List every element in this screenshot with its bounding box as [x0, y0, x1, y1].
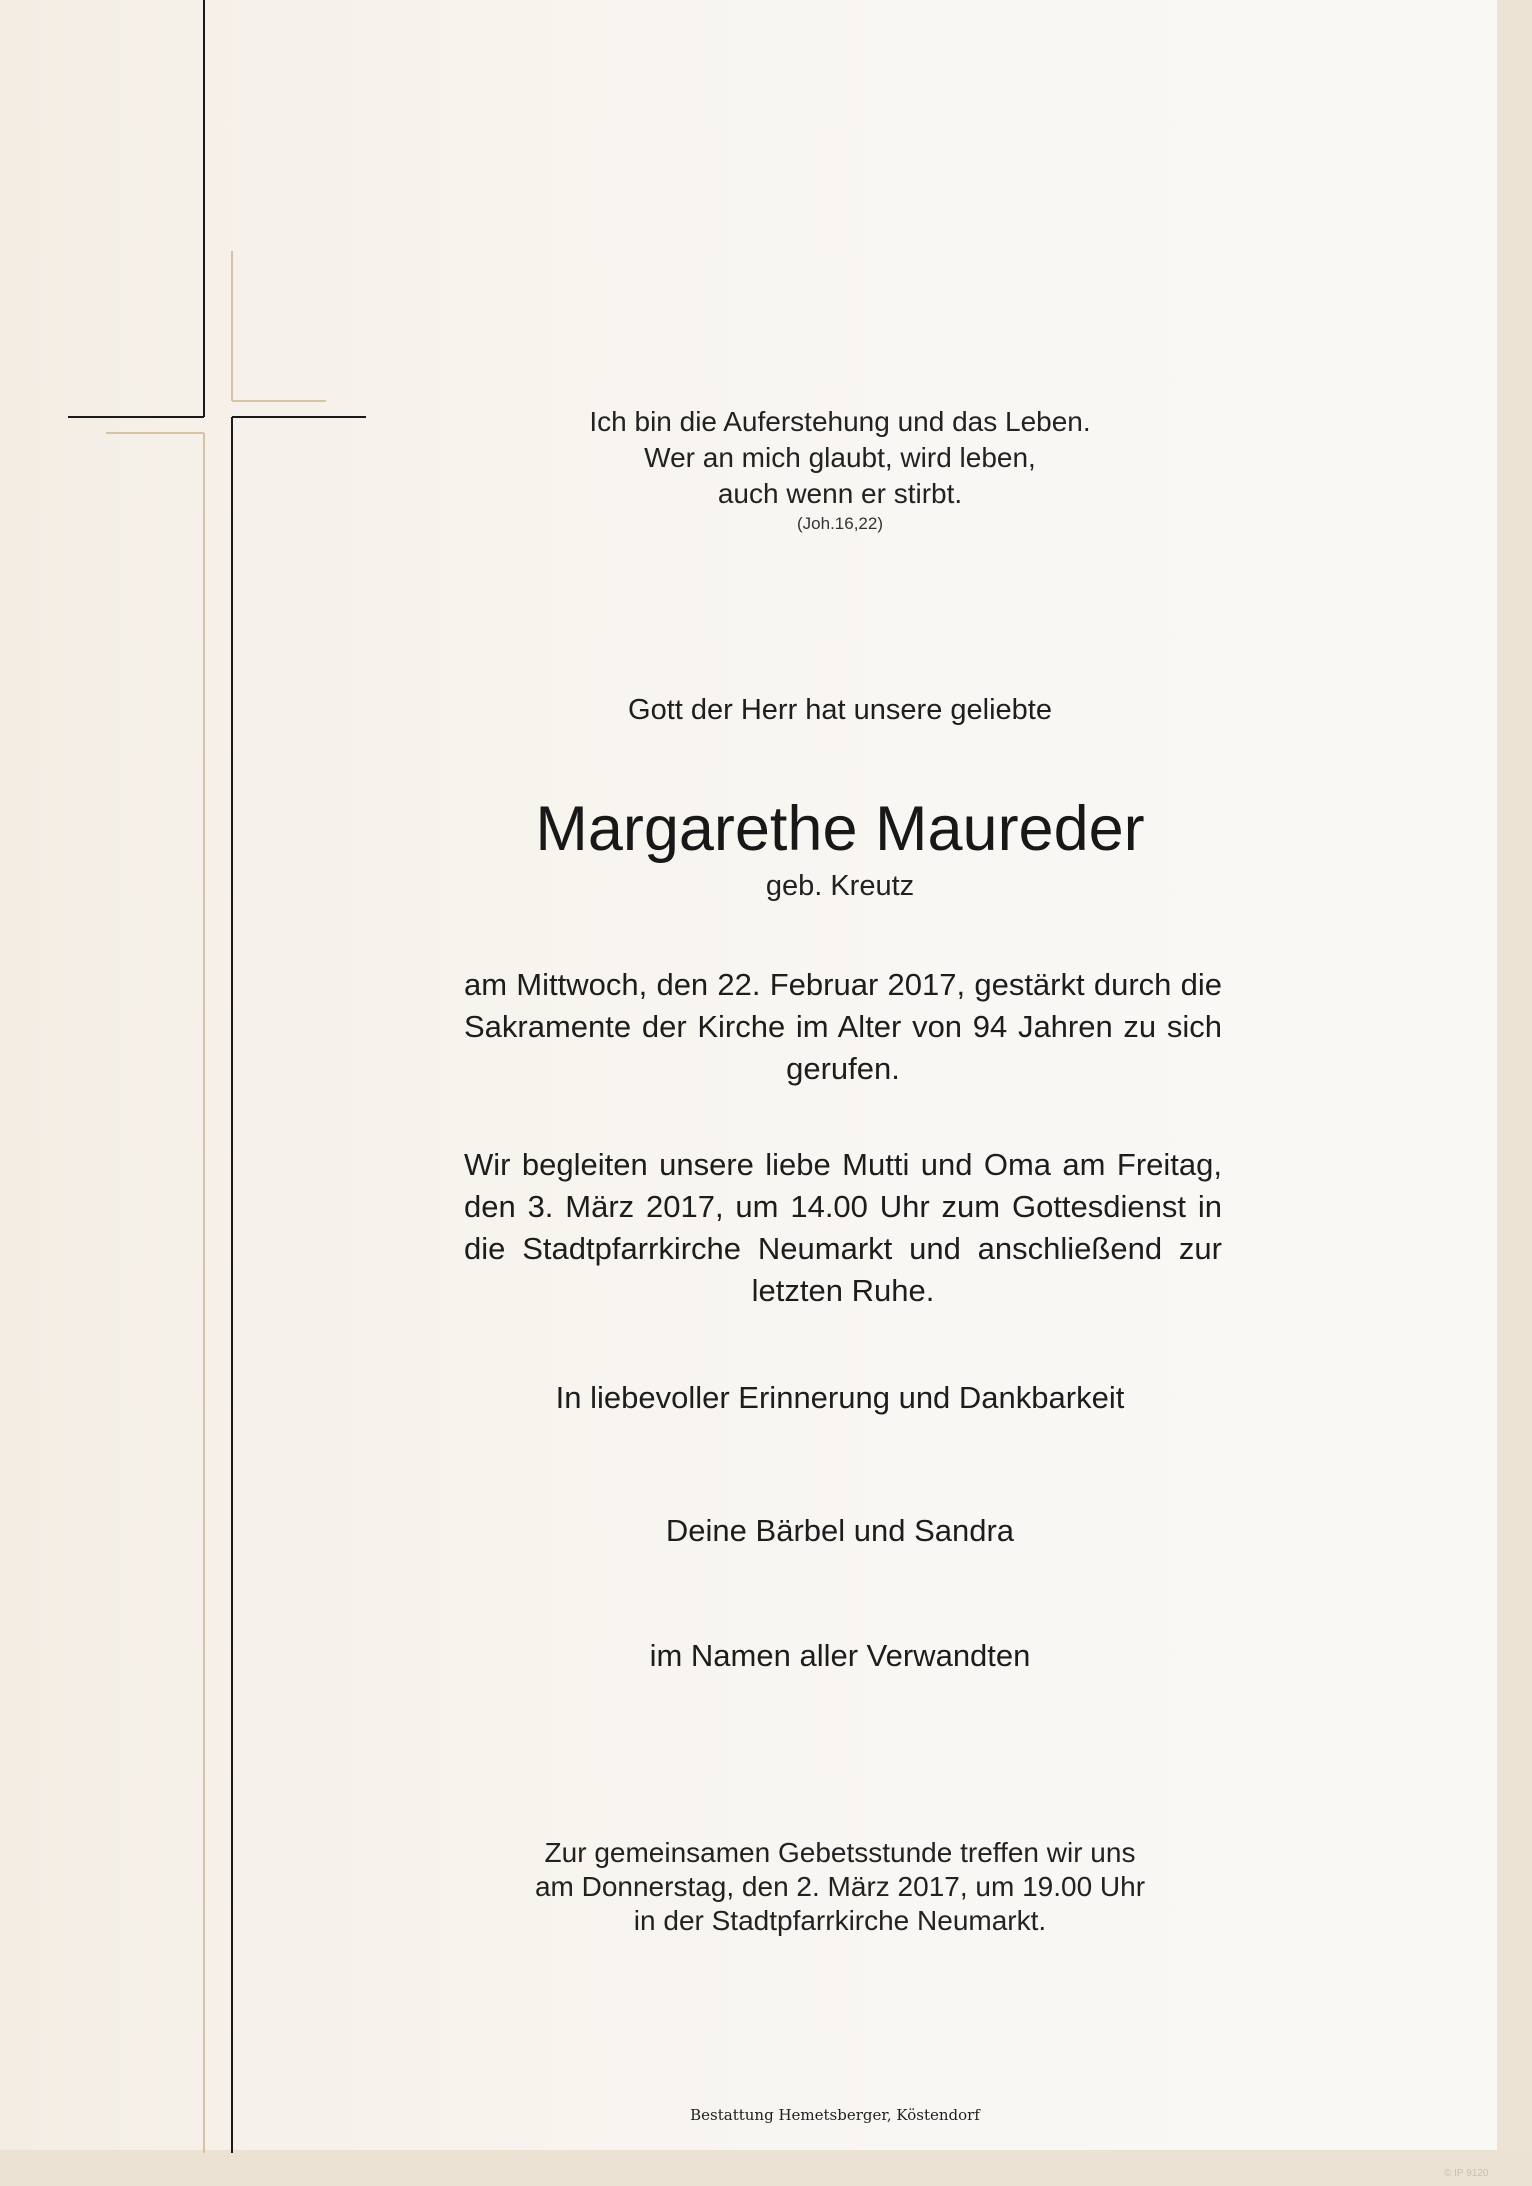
verse-reference: (Joh.16,22) [797, 514, 883, 533]
signed-by: Deine Bärbel und Sandra [665, 1513, 1015, 1548]
funeral-paragraph: Wir begleiten unsere liebe Mutti und Oma am Freitag, den 3. März 2017, um 14.00 Uhr zum Gottesdienst in die Stadtpfarrkirche Neumarkt und anschließend zur letzten Ruhe. [464, 1147, 1222, 1308]
print-code: © IP 9120 [1444, 2168, 1489, 2179]
prayer-line: in der Stadtpfarrkirche Neumarkt. [633, 1905, 1047, 1936]
announcement-intro: Gott der Herr hat unsere geliebte [628, 694, 1052, 726]
death-paragraph: am Mittwoch, den 22. Februar 2017, gestärkt durch die Sakramente der Kirche im Alter von 94 Jahren zu sich gerufen. [464, 967, 1222, 1086]
prayer-line: am Donnerstag, den 2. März 2017, um 19.00 Uhr [534, 1871, 1146, 1902]
deceased-name: Margarethe Maureder [535, 794, 1145, 864]
undertaker-credit: Bestattung Hemetsberger, Köstendorf [690, 2106, 980, 2124]
relatives-line: im Namen aller Verwandten [649, 1638, 1031, 1673]
prayer-service [0, 1836, 1532, 1938]
quote-line: Ich bin die Auferstehung und das Leben. [589, 406, 1091, 437]
quote-line: auch wenn er stirbt. [717, 478, 963, 509]
birth-name: geb. Kreutz [765, 870, 915, 902]
bible-quote [0, 404, 1532, 512]
quote-line: Wer an mich glaubt, wird leben, [644, 442, 1036, 473]
gratitude-line: In liebevoller Erinnerung und Dankbarkeit [555, 1380, 1125, 1415]
prayer-line: Zur gemeinsamen Gebetsstunde treffen wir uns [544, 1837, 1136, 1868]
